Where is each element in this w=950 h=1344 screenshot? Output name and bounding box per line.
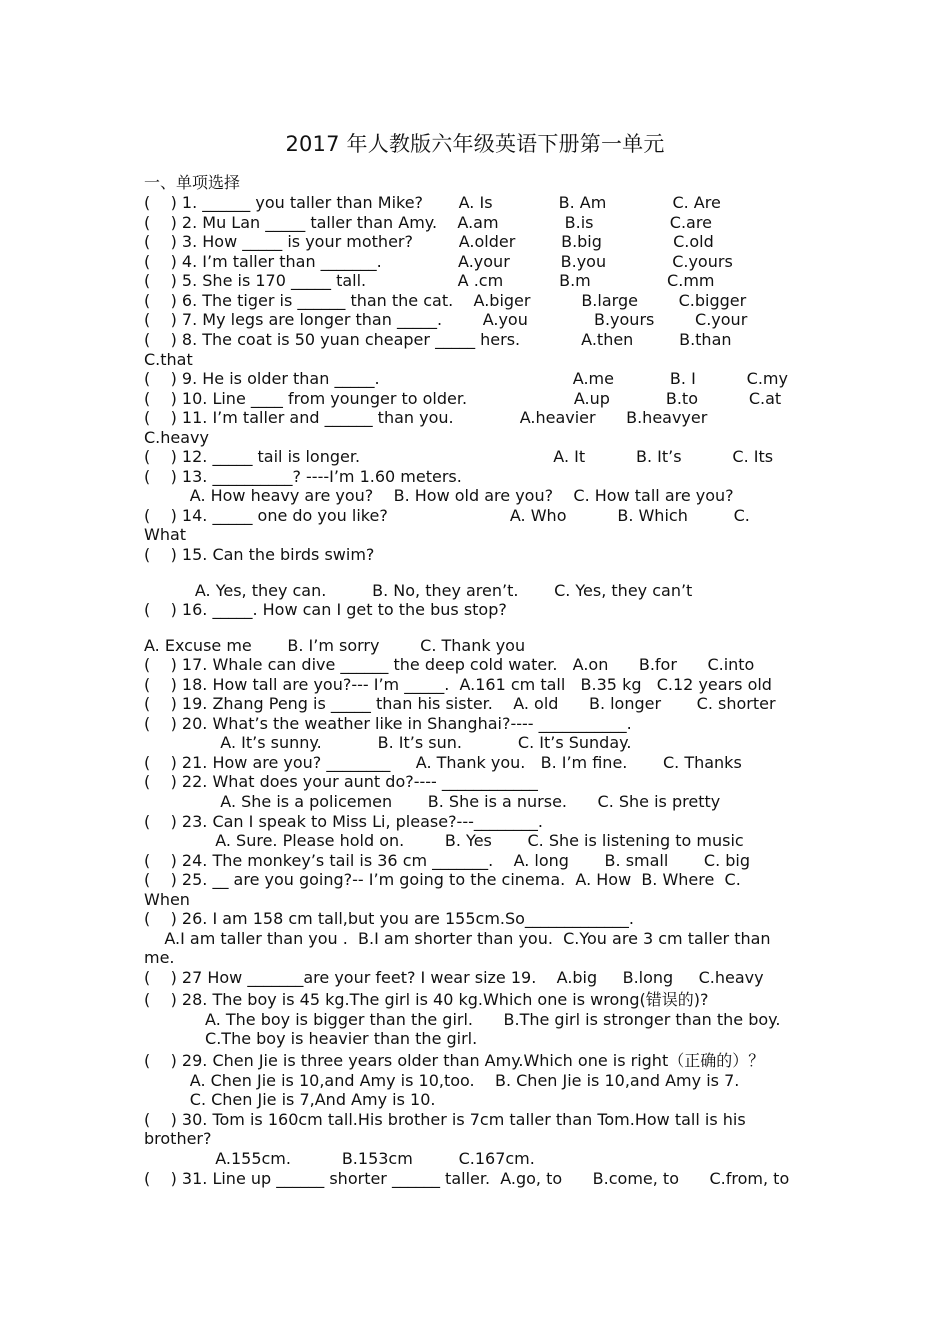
question-line: C. Chen Jie is 7,And Amy is 10.: [144, 1090, 436, 1109]
question-line: ( ) 18. How tall are you?--- I’m _____. A.161 cm tall B.35 kg C.12 years old: [144, 675, 772, 694]
question-line: ( ) 26. I am 158 cm tall,but you are 155cm.So_____________.: [144, 909, 635, 928]
question-line: ( ) 9. He is older than _____. A.me B. I C.my: [144, 369, 788, 388]
question-line: ( ) 21. How are you? ________ A. Thank you. B. I’m fine. C. Thanks: [144, 753, 742, 772]
question-line: ( ) 6. The tiger is ______ than the cat. A.biger B.large C.bigger: [144, 291, 747, 310]
question-line: A. Chen Jie is 10,and Amy is 10,too. B. Chen Jie is 10,and Amy is 7.: [144, 1071, 740, 1090]
question-line: C.that: [144, 350, 193, 369]
question-line: A. How heavy are you? B. How old are you? C. How tall are you?: [144, 486, 734, 505]
question-line: ( ) 11. I’m taller and ______ than you. A.heavier B.heavyer: [144, 408, 708, 427]
question-line: A.I am taller than you . B.I am shorter than you. C.You are 3 cm taller than: [144, 929, 771, 948]
question-line: ( ) 1. ______ you taller than Mike? A. Is B. Am C. Are: [144, 193, 721, 212]
question-line: When: [144, 890, 190, 909]
question-line: ( ) 23. Can I speak to Miss Li, please?---________.: [144, 812, 543, 831]
question-line: ( ) 16. _____. How can I get to the bus stop?: [144, 600, 507, 619]
question-line: brother?: [144, 1129, 212, 1148]
question-line: C.heavy: [144, 428, 209, 447]
question-line: ( ) 28. The boy is 45 kg.The girl is 40 kg.Which one is wrong(错误的)?: [144, 990, 709, 1009]
question-line: me.: [144, 948, 175, 967]
question-line: A. Sure. Please hold on. B. Yes C. She is listening to music: [144, 831, 744, 850]
question-line: ( ) 14. _____ one do you like? A. Who B. Which C.: [144, 506, 750, 525]
question-line: ( ) 10. Line ____ from younger to older. A.up B.to C.at: [144, 389, 782, 408]
question-line: ( ) 13. __________? ----I’m 1.60 meters.: [144, 467, 462, 486]
document-title: 2017 年人教版六年级英语下册第一单元: [285, 132, 665, 156]
question-line: ( ) 22. What does your aunt do?---- ____________: [144, 772, 538, 791]
question-line: ( ) 3. How _____ is your mother? A.older B.big C.old: [144, 232, 714, 251]
question-line: A. Excuse me B. I’m sorry C. Thank you: [144, 636, 526, 655]
question-line: A. The boy is bigger than the girl. B.The girl is stronger than the boy.: [144, 1010, 781, 1029]
question-line: A.155cm. B.153cm C.167cm.: [144, 1149, 535, 1168]
question-line: ( ) 27 How _______are your feet? I wear size 19. A.big B.long C.heavy: [144, 968, 764, 987]
question-line: ( ) 31. Line up ______ shorter ______ taller. A.go, to B.come, to C.from, to: [144, 1169, 790, 1188]
question-line: ( ) 12. _____ tail is longer. A. It B. It’s C. Its: [144, 447, 774, 466]
question-line: ( ) 8. The coat is 50 yuan cheaper _____ hers. A.then B.than: [144, 330, 732, 349]
question-line: ( ) 17. Whale can dive ______ the deep cold water. A.on B.for C.into: [144, 655, 755, 674]
question-line: A. Yes, they can. B. No, they aren’t. C. Yes, they can’t: [144, 581, 693, 600]
question-line: ( ) 15. Can the birds swim?: [144, 545, 375, 564]
question-line: A. It’s sunny. B. It’s sun. C. It’s Sunday.: [144, 733, 632, 752]
question-line: ( ) 20. What’s the weather like in Shanghai?---- ___________.: [144, 714, 632, 733]
question-line: ( ) 7. My legs are longer than _____. A.you B.yours C.your: [144, 310, 748, 329]
question-line: ( ) 25. __ are you going?-- I’m going to the cinema. A. How B. Where C.: [144, 870, 741, 889]
question-line: ( ) 2. Mu Lan _____ taller than Amy. A.am B.is C.are: [144, 213, 712, 232]
question-line: ( ) 29. Chen Jie is three years older than Amy.Which one is right（正确的）？: [144, 1051, 765, 1070]
question-line: ( ) 19. Zhang Peng is _____ than his sister. A. old B. longer C. shorter: [144, 694, 776, 713]
question-line: ( ) 5. She is 170 _____ tall. A .cm B.m C.mm: [144, 271, 715, 290]
question-line: ( ) 30. Tom is 160cm tall.His brother is 7cm taller than Tom.How tall is his: [144, 1110, 746, 1129]
section-heading: 一、单项选择: [144, 173, 241, 192]
question-line: C.The boy is heavier than the girl.: [144, 1029, 478, 1048]
question-line: What: [144, 525, 187, 544]
question-line: A. She is a policemen B. She is a nurse. C. She is pretty: [144, 792, 721, 811]
question-line: ( ) 24. The monkey’s tail is 36 cm _______. A. long B. small C. big: [144, 851, 751, 870]
question-line: ( ) 4. I’m taller than _______. A.your B.you C.yours: [144, 252, 733, 271]
